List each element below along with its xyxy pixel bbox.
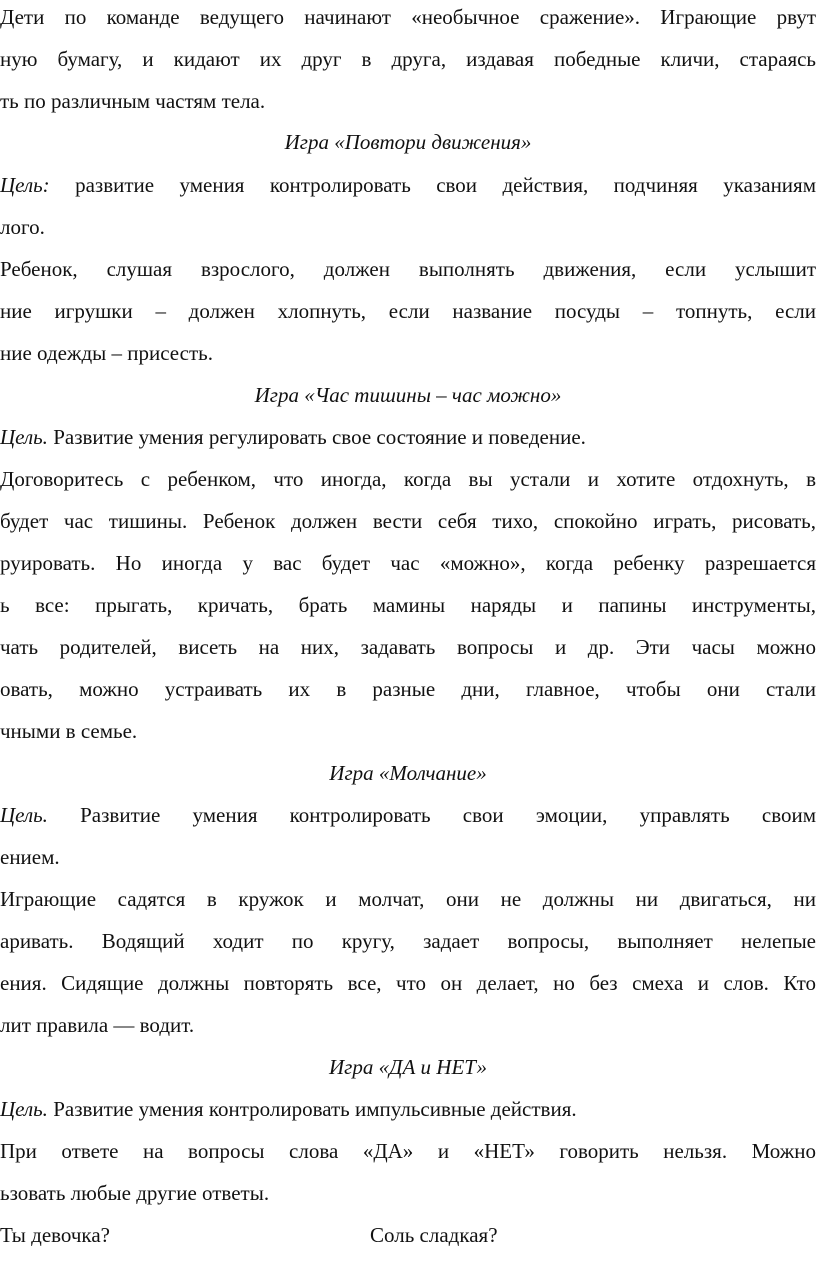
question-row bbox=[0, 1214, 816, 1256]
game-title: Игра «Повтори движения» bbox=[284, 130, 532, 154]
goal-text: Развитие умения регулировать свое состояние и поведение. bbox=[47, 425, 586, 449]
paragraph-line: ь все: прыгать, кричать, брать мамины наряды и папины инструменты, bbox=[0, 593, 816, 617]
paragraph-line: Договоритесь с ребенком, что иногда, когда вы устали и хотите отдохнуть, в bbox=[0, 467, 816, 491]
goal-line bbox=[0, 164, 816, 206]
game-title: Игра «ДА и НЕТ» bbox=[329, 1055, 487, 1079]
paragraph-line: Играющие садятся в кружок и молчат, они не должны ни двигаться, ни bbox=[0, 887, 816, 911]
goal-text: Развитие умения контролировать свои эмоции, управлять своим bbox=[47, 803, 816, 827]
goal-continuation: ением. bbox=[0, 845, 60, 869]
goal-line bbox=[0, 416, 816, 458]
goal-line bbox=[0, 1088, 816, 1130]
game-title: Игра «Молчание» bbox=[329, 761, 487, 785]
paragraph-line: руировать. Но иногда у вас будет час «можно», когда ребенку разрешается bbox=[0, 551, 816, 575]
paragraph-line: Ребенок, слушая взрослого, должен выполнять движения, если услышит bbox=[0, 257, 816, 281]
goal-label: Цель. bbox=[0, 425, 48, 449]
question-left: Ты девочка? bbox=[0, 1223, 110, 1247]
paragraph-line: ние игрушки – должен хлопнуть, если название посуды – топнуть, если bbox=[0, 299, 816, 323]
goal-label: Цель. bbox=[0, 1097, 48, 1121]
paragraph-line: Дети по команде ведущего начинают «необычное сражение». Играющие рвут bbox=[0, 5, 816, 29]
paragraph-line: ения. Сидящие должны повторять все, что он делает, но без смеха и слов. Кто bbox=[0, 971, 816, 995]
paragraph-line: ную бумагу, и кидают их друг в друга, издавая победные кличи, стараясь bbox=[0, 47, 816, 71]
paragraph-line: чными в семье. bbox=[0, 719, 138, 743]
paragraph-line: чать родителей, висеть на них, задавать вопросы и др. Эти часы можно bbox=[0, 635, 816, 659]
paragraph-line: овать, можно устраивать их в разные дни, главное, чтобы они стали bbox=[0, 677, 816, 701]
goal-line bbox=[0, 794, 816, 836]
game-title: Игра «Час тишины – час можно» bbox=[254, 383, 562, 407]
question-right: Соль сладкая? bbox=[370, 1223, 498, 1247]
paragraph-line: аривать. Водящий ходит по кругу, задает вопросы, выполняет нелепые bbox=[0, 929, 816, 953]
goal-label: Цель: bbox=[0, 173, 50, 197]
goal-label: Цель. bbox=[0, 803, 48, 827]
goal-text: развитие умения контролировать свои действия, подчиняя указаниям bbox=[49, 173, 816, 197]
paragraph-line: При ответе на вопросы слова «ДА» и «НЕТ» говорить нельзя. Можно bbox=[0, 1139, 816, 1163]
paragraph-line: будет час тишины. Ребенок должен вести себя тихо, спокойно играть, рисовать, bbox=[0, 509, 816, 533]
paragraph-line: ть по различным частям тела. bbox=[0, 89, 266, 113]
paragraph-line: лит правила — водит. bbox=[0, 1013, 195, 1037]
goal-text: Развитие умения контролировать импульсивные действия. bbox=[47, 1097, 577, 1121]
paragraph-line: ние одежды – присесть. bbox=[0, 341, 213, 365]
goal-continuation: лого. bbox=[0, 215, 45, 239]
paragraph-line: ьзовать любые другие ответы. bbox=[0, 1181, 270, 1205]
